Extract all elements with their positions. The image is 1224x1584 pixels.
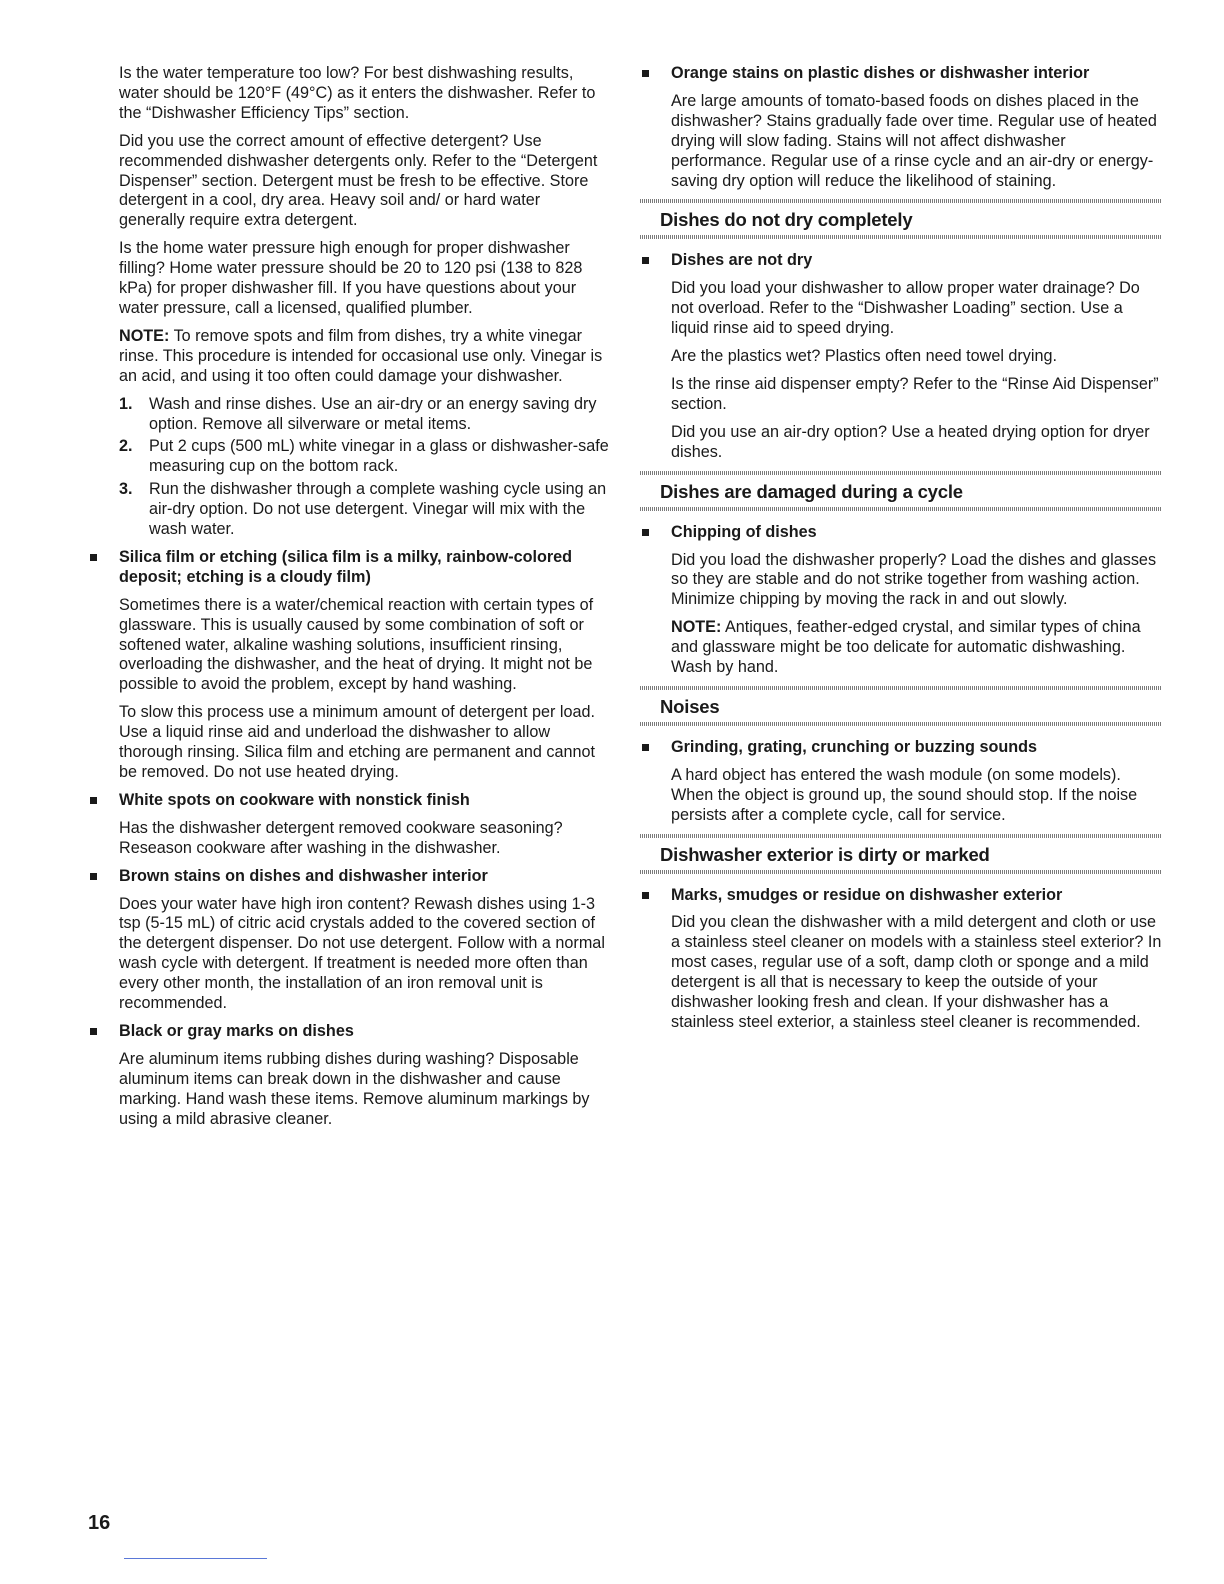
page-number: 16 (88, 1512, 111, 1534)
step-number: 3. (119, 480, 133, 499)
bullet-square-icon (90, 873, 97, 880)
divider (640, 870, 1162, 874)
section-exterior (640, 834, 1162, 874)
divider (640, 686, 1162, 690)
right-column (640, 64, 1162, 1041)
bullet-square-icon (642, 70, 649, 77)
step-number: 2. (119, 437, 133, 456)
orange-stains-paragraph: Are large amounts of tomato-based foods on dishes placed in the dishwasher? Stains gradually fade over time. Regular use of heated drying will slow fading. Stains will not affect dishwasher performance. Regular use of a rinse cycle and an air-dry or energy-saving dry option will reduce the likelihood of staining. (671, 91, 1157, 190)
heading-text: Silica film or etching (silica film is a milky, rainbow-colored deposit; etching is a cloudy film) (119, 547, 573, 586)
note-label: NOTE: (671, 618, 722, 637)
chipping-note (640, 618, 1162, 678)
left-column (88, 64, 610, 1138)
divider (640, 471, 1162, 475)
section-title: Dishwasher exterior is dirty or marked (660, 843, 990, 865)
chipping-paragraph: Did you load the dishwasher properly? Load the dishes and glasses so they are stable and do not strike together from washing action. Minimize chipping by moving the rack in and out slowly. (671, 550, 1157, 609)
section-title: Dishes are damaged during a cycle (660, 480, 963, 502)
detergent-amount-paragraph: Did you use the correct amount of effective detergent? Use recommended dishwasher detergents only. Refer to the “Detergent Dispenser” section. Detergent must be fresh to be effective. Store detergent in a cool, dry area. Heavy soil and/ or hard water generally require extra detergent. (119, 131, 598, 230)
water-temperature-paragraph: Is the water temperature too low? For best dishwashing results, water should be 120°F (49°C) as it enters the dishwasher. Refer to the “Dishwasher Efficiency Tips” section. (119, 64, 596, 122)
footer-line (124, 1558, 267, 1559)
water-pressure-paragraph: Is the home water pressure high enough for proper dishwasher filling? Home water pressure should be 20 to 120 psi (138 to 828 kPa) for proper dishwasher fill. If you have questions about your water pressure, call a licensed, qualified plumber. (119, 239, 583, 317)
step-number: 1. (119, 394, 133, 413)
section-title: Noises (660, 695, 720, 717)
step-text: Run the dishwasher through a complete washing cycle using an air-dry option. Do not use detergent. Vinegar will mix with the wash water. (149, 480, 607, 539)
step-text: Put 2 cups (500 mL) white vinegar in a glass or dishwasher-safe measuring cup on the bottom rack. (149, 437, 609, 476)
bullet-square-icon (642, 257, 649, 264)
marks-paragraph: Did you clean the dishwasher with a mild detergent and cloth or use a stainless steel cleaner on models with a stainless steel exterior? In most cases, regular use of a soft, damp cloth or sponge and a mild detergent is all that is necessary to keep the outside of your dishwasher looking fresh and clean. If your dishwasher has a stainless steel exterior, a stainless steel cleaner is recommended. (671, 913, 1162, 1031)
white-spots-paragraph: Has the dishwasher detergent removed cookware seasoning? Reseason cookware after washing in the dishwasher. (119, 818, 563, 857)
note-label: NOTE: (119, 326, 170, 345)
brown-stains-paragraph: Does your water have high iron content? Rewash dishes using 1-3 tsp (5-15 mL) of citric acid crystals added to the covered section of the detergent dispenser. Do not use detergent. Follow with a normal wash cycle with detergent. If treatment is needed more often than every other month, the installation of an iron removal unit is recommended. (119, 894, 605, 1013)
black-marks-heading (88, 1022, 610, 1042)
list-item (119, 480, 610, 540)
vinegar-note (88, 327, 610, 387)
brown-stains-heading (88, 867, 610, 887)
note-text: To remove spots and film from dishes, try a white vinegar rinse. This procedure is intended for occasional use only. Vinegar is an acid, and using it too often could damage your dishwasher. (119, 326, 603, 385)
silica-paragraph-1: Sometimes there is a water/chemical reaction with certain types of glassware. This is usually caused by some combination of soft or softened water, alkaline washing solutions, insufficient rinsing, overloading the dishwasher, and the heat of drying. It might not be possible to avoid the problem, except by hand washing. (119, 595, 594, 694)
grinding-heading (640, 738, 1162, 758)
silica-paragraph-2: To slow this process use a minimum amount of detergent per load. Use a liquid rinse aid and underload the dishwasher to allow thorough rinsing. Silica film and etching are permanent and cannot be removed. Do not use heated drying. (119, 703, 596, 781)
heading-text: White spots on cookware with nonstick finish (119, 790, 470, 809)
not-dry-paragraph-2: Are the plastics wet? Plastics often need towel drying. (671, 347, 1058, 366)
divider (640, 834, 1162, 838)
heading-text: Marks, smudges or residue on dishwasher exterior (671, 885, 1063, 904)
bullet-square-icon (90, 797, 97, 804)
bullet-square-icon (642, 892, 649, 899)
note-text: Antiques, feather-edged crystal, and similar types of china and glassware might be too delicate for automatic dishwashing. Wash by hand. (671, 618, 1141, 677)
heading-text: Black or gray marks on dishes (119, 1021, 354, 1040)
divider (640, 199, 1162, 203)
bullet-square-icon (90, 554, 97, 561)
section-title: Dishes do not dry completely (660, 209, 913, 231)
list-item (119, 395, 610, 435)
section-dishes-not-dry (640, 199, 1162, 239)
white-spots-heading (88, 791, 610, 811)
not-dry-paragraph-4: Did you use an air-dry option? Use a heated drying option for dryer dishes. (671, 422, 1150, 461)
heading-text: Brown stains on dishes and dishwasher interior (119, 866, 488, 885)
marks-heading (640, 886, 1162, 906)
black-marks-paragraph: Are aluminum items rubbing dishes during washing? Disposable aluminum items can break down in the dishwasher and cause marking. Hand wash these items. Remove aluminum markings by using a mild abrasive cleaner. (119, 1049, 590, 1128)
list-item (119, 437, 610, 477)
vinegar-steps-list (88, 395, 610, 540)
chipping-heading (640, 523, 1162, 543)
grinding-paragraph: A hard object has entered the wash module (on some models). When the object is ground up, the sound should stop. If the noise persists after a complete cycle, call for service. (671, 765, 1138, 824)
silica-film-heading (88, 548, 610, 588)
divider (640, 235, 1162, 239)
divider (640, 722, 1162, 726)
bullet-square-icon (642, 744, 649, 751)
orange-stains-heading (640, 64, 1162, 84)
heading-text: Dishes are not dry (671, 251, 813, 270)
divider (640, 507, 1162, 511)
section-dishes-damaged (640, 471, 1162, 511)
not-dry-paragraph-1: Did you load your dishwasher to allow proper water drainage? Do not overload. Refer to the “Dishwasher Loading” section. Use a liquid rinse aid to speed drying. (671, 279, 1140, 338)
heading-text: Orange stains on plastic dishes or dishwasher interior (671, 64, 1090, 82)
heading-text: Grinding, grating, crunching or buzzing sounds (671, 737, 1037, 756)
section-noises (640, 686, 1162, 726)
dishes-not-dry-heading (640, 251, 1162, 271)
not-dry-paragraph-3: Is the rinse aid dispenser empty? Refer to the “Rinse Aid Dispenser” section. (671, 374, 1159, 413)
step-text: Wash and rinse dishes. Use an air-dry or an energy saving dry option. Remove all silverware or metal items. (149, 394, 597, 433)
bullet-square-icon (90, 1028, 97, 1035)
heading-text: Chipping of dishes (671, 522, 817, 541)
bullet-square-icon (642, 529, 649, 536)
